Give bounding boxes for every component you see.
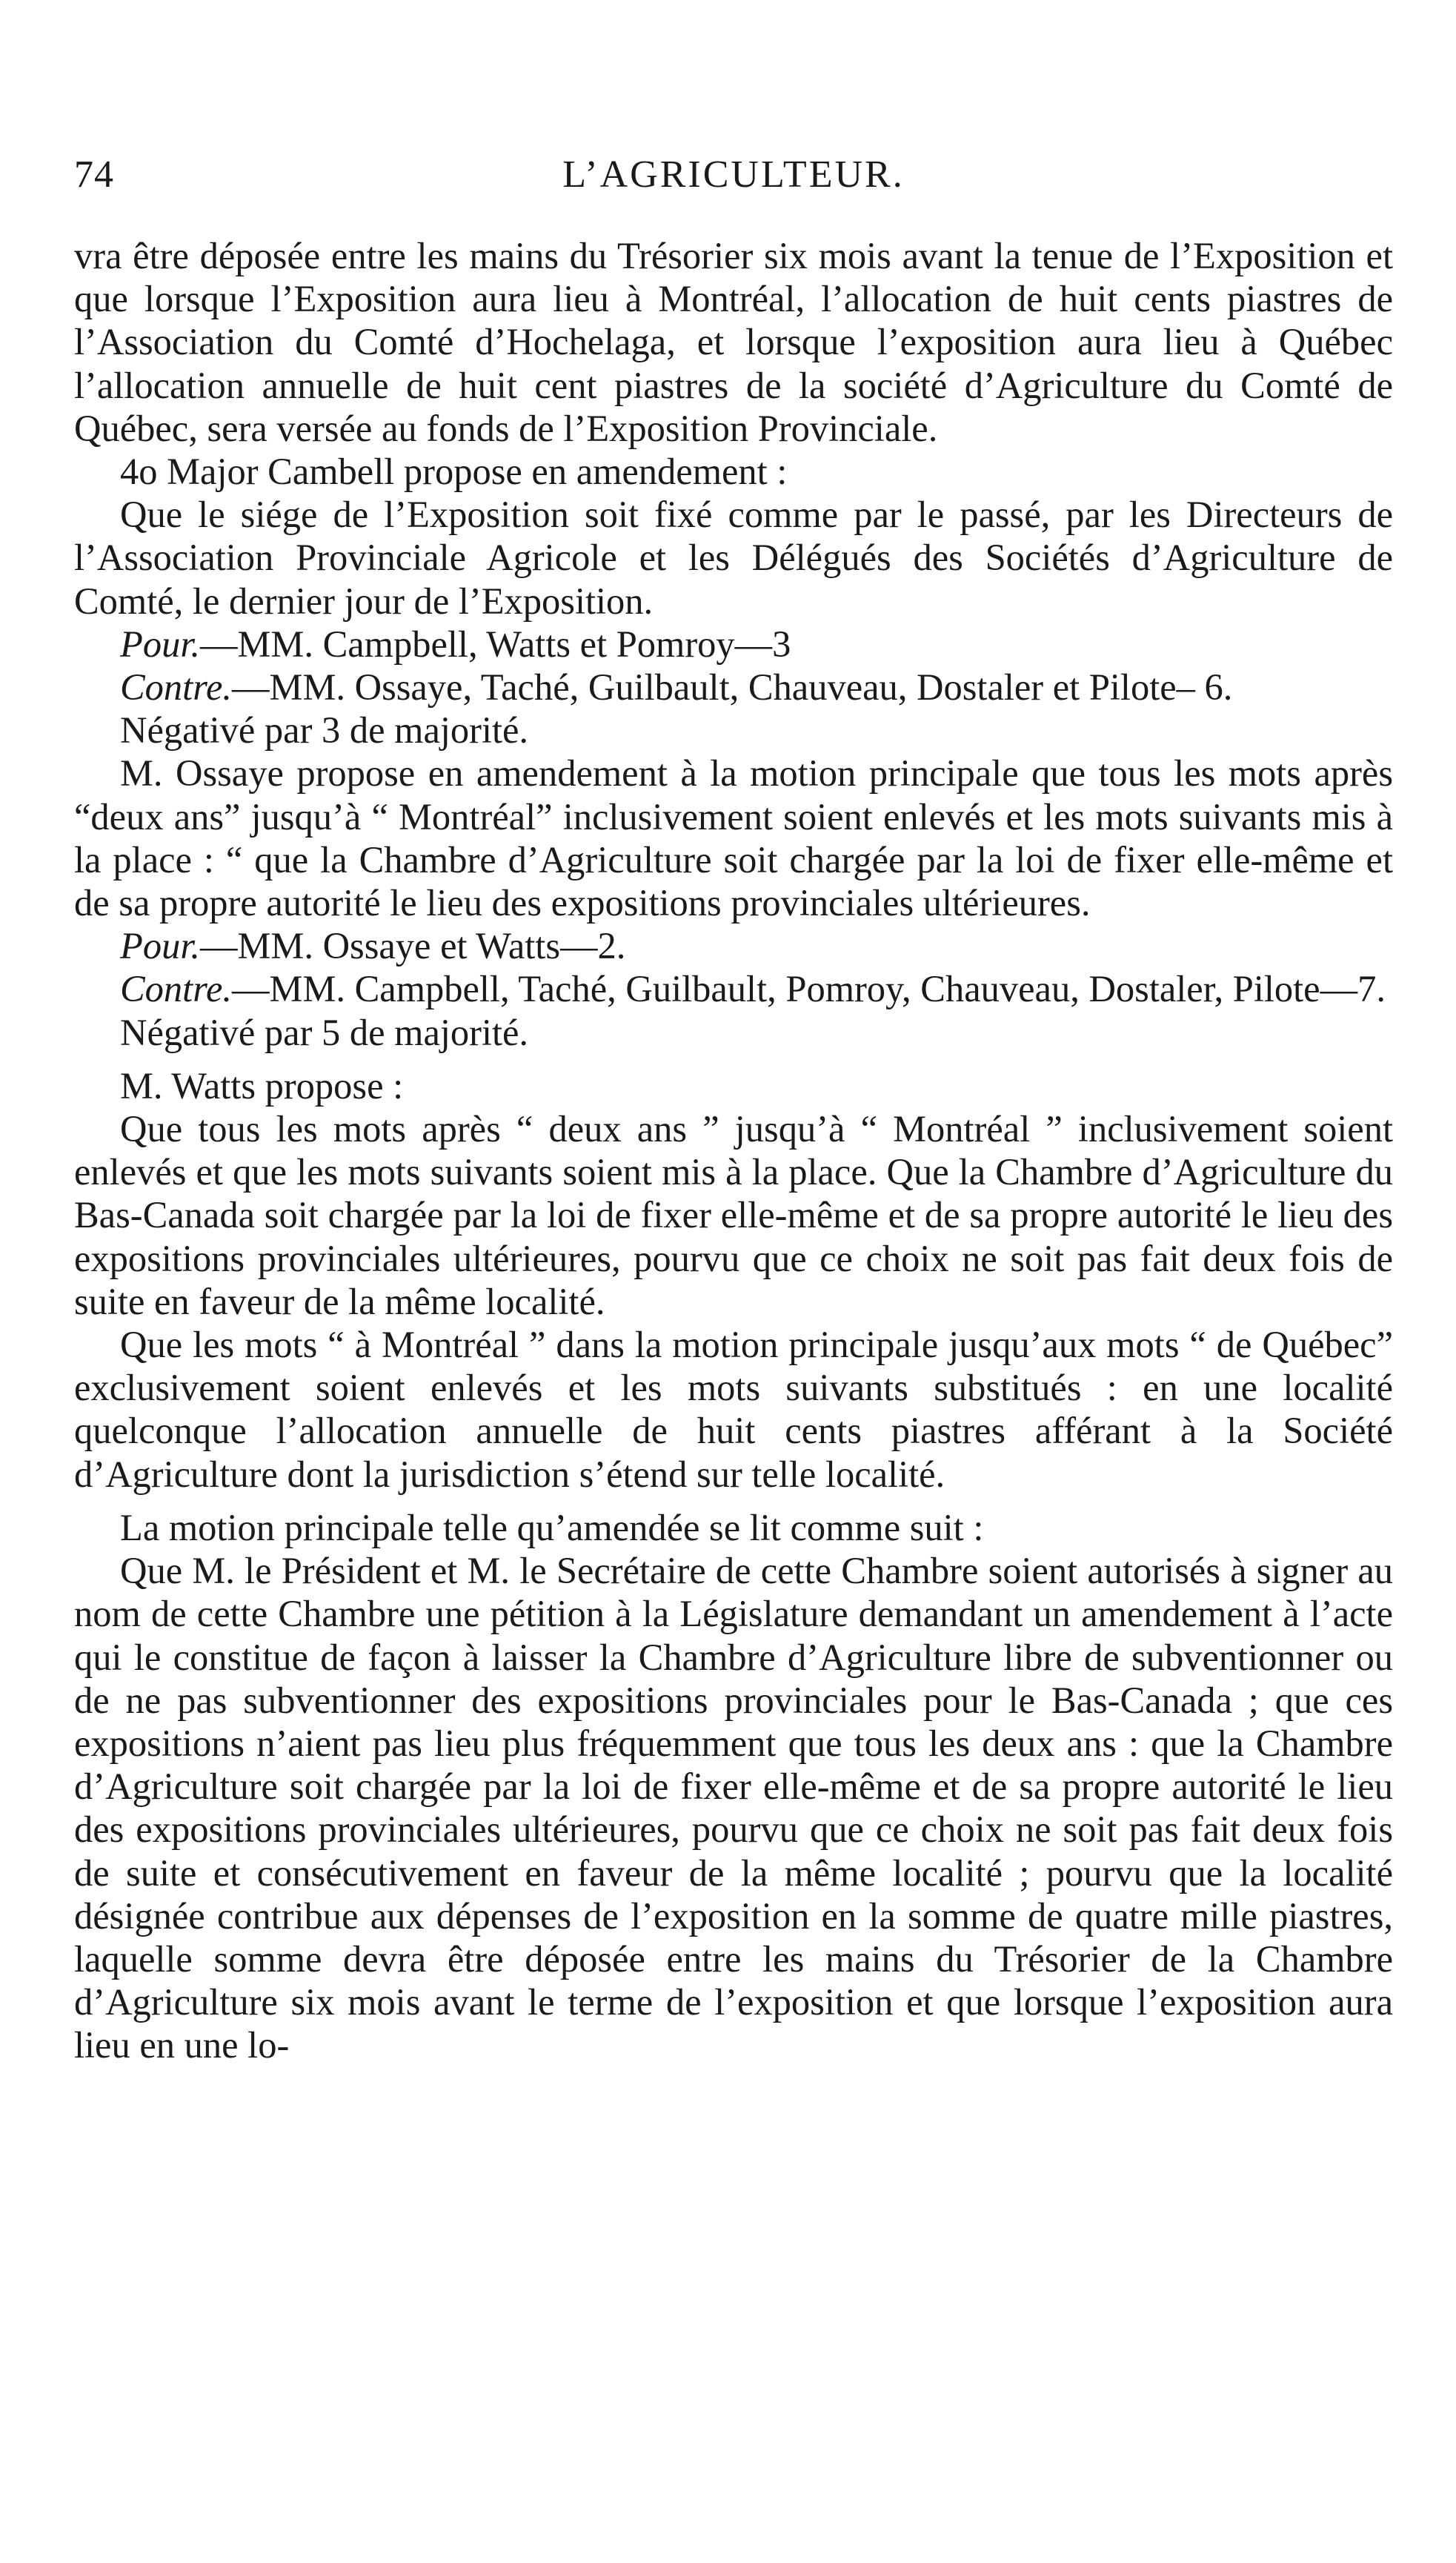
vote-pour — [74, 924, 1393, 967]
paragraph-amendment-text — [74, 493, 1393, 623]
paragraph-continuation — [74, 234, 1393, 450]
running-title: L’AGRICULTEUR. — [562, 153, 905, 196]
paragraph-text: Que M. le Président et M. le Secrétaire de cette Chambre soient autorisés à signer au nom de cette Chambre une pétition à la Législature demandant un amendement à l’acte qui le constitue de façon à laisser la Chambre d’Agriculture libre de subventionner ou de ne pas subventionner des expositions provinciales pour le Bas-Canada ; que ces expositions n’aient pas lieu plus fréquemment que tous les deux ans : que la Chambre d’Agriculture soit chargée par la loi de fixer elle-même et de sa propre autorité le lieu des expositions provinciales ultérieures, pourvu que ce choix ne soit pas fait deux fois de suite et consécutivement en faveur de la même localité ; pourvu que la localité désignée contribue aux dépenses de l’exposition en la somme de quatre mille piastres, laquelle somme devra être déposée entre les mains du Trésorier de la Chambre d’Agriculture six mois avant le terme de l’exposition et que lorsque l’exposition aura lieu en une lo- — [74, 1550, 1393, 2066]
vote-label-contre: Contre. — [120, 666, 233, 709]
vote-result — [74, 1011, 1393, 1054]
paragraph-text: M. Ossaye propose en amendement à la motion principale que tous les mots après “deux ans” jusqu’à “ Montréal” inclusivement soient enlevés et les mots suivants mis à la place : “ que la Chambre d’Agriculture soit chargée par la loi de fixer elle-même et de sa propre autorité le lieu des expositions provinciales ultérieures. — [74, 752, 1393, 924]
paragraph-main-motion-intro — [74, 1506, 1393, 1549]
paragraph-text: 4o Major Cambell propose en amendement : — [120, 451, 788, 493]
paragraph-text: Négativé par 5 de majorité. — [120, 1011, 529, 1053]
paragraph-watts-text — [74, 1107, 1393, 1323]
body-text — [74, 234, 1393, 2067]
paragraph-text: Que les mots “ à Montréal ” dans la motion principale jusqu’aux mots “ de Québec” exclusivement soient enlevés et les mots suivants substitués : en une localité quelconque l’allocation annuelle de huit cents piastres afférant à la Société d’Agriculture dont la jurisdiction s’étend sur telle localité. — [74, 1324, 1393, 1495]
paragraph-text: Que tous les mots après “ deux ans ” jusqu’à “ Montréal ” inclusivement soient enlevés et que les mots suivants soient mis à la place. Que la Chambre d’Agriculture du Bas-Canada soit chargée par la loi de fixer elle-même et de sa propre autorité le lieu des expositions provinciales ultérieures, pourvu que ce choix ne soit pas fait deux fois de suite en faveur de la même localité. — [74, 1108, 1393, 1322]
vote-label-pour: Pour. — [120, 623, 201, 665]
paragraph-main-motion — [74, 1549, 1393, 2066]
vote-result — [74, 709, 1393, 752]
vote-names: —MM. Campbell, Taché, Guilbault, Pomroy, Chauveau, Dostaler, Pilote—7. — [232, 968, 1386, 1010]
vote-names: —MM. Ossaye et Watts—2. — [200, 925, 626, 967]
paragraph-text: Négativé par 3 de majorité. — [120, 709, 529, 752]
vote-contre — [74, 666, 1393, 709]
paragraph-amendment-ossaye — [74, 752, 1393, 924]
page-number: 74 — [74, 153, 114, 196]
vote-names: —MM. Campbell, Watts et Pomroy—3 — [200, 623, 791, 665]
paragraph-text: M. Watts propose : — [120, 1064, 404, 1107]
paragraph-text: La motion principale telle qu’amendée se lit comme suit : — [120, 1506, 984, 1548]
page-header — [74, 153, 1393, 197]
vote-pour — [74, 623, 1393, 666]
vote-contre — [74, 967, 1393, 1010]
paragraph-watts-proposal — [74, 1064, 1393, 1107]
vote-names: —MM. Ossaye, Taché, Guilbault, Chauveau, Dostaler et Pilote– 6. — [232, 666, 1233, 709]
paragraph-text: Que le siége de l’Exposition soit fixé comme par le passé, par les Directeurs de l’Association Provinciale Agricole et les Délégués des Sociétés d’Agriculture de Comté, le dernier jour de l’Exposition. — [74, 494, 1393, 622]
vote-label-pour: Pour. — [120, 925, 201, 967]
paragraph-watts-substitution — [74, 1323, 1393, 1496]
vote-label-contre: Contre. — [120, 968, 233, 1010]
paragraph-text: vra être déposée entre les mains du Trésorier six mois avant la tenue de l’Exposition et que lorsque l’Exposition aura lieu à Montréal, l’allocation de huit cents piastres de l’Association du Comté d’Hochelaga, et lorsque l’exposition aura lieu à Québec l’allocation annuelle de huit cent piastres de la société d’Agriculture du Comté de Québec, sera versée au fonds de l’Exposition Provinciale. — [74, 235, 1393, 449]
paragraph-amendment-cambell — [74, 450, 1393, 493]
